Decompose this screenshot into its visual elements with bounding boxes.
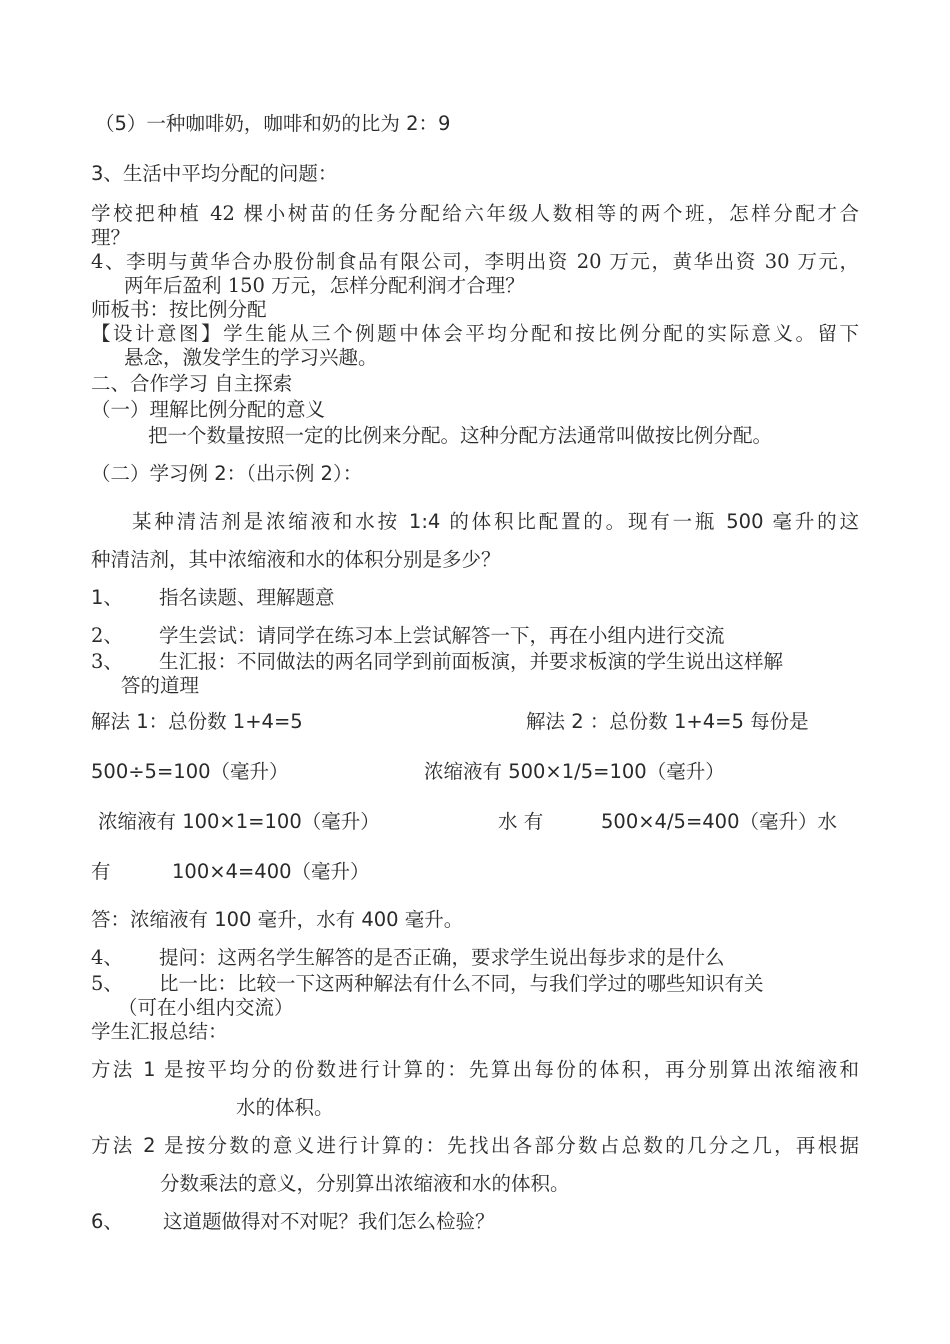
solution-2-line: 解法 2 ：总份数 1+4=5 每份是 [526,710,809,733]
solution-1-line: 浓缩液有 100×1=100（毫升） [98,810,380,833]
answer-line: 答：浓缩液有 100 毫升，水有 400 毫升。 [91,908,464,931]
text-line: 理？ [91,226,131,249]
list-number: 3、 [91,650,123,673]
text-line: （5）一种咖啡奶，咖啡和奶的比为 2：9 [95,112,451,135]
text-line: 【设计意图】学生能从三个例题中体会平均分配和按比例分配的实际意义。留下 [91,322,859,345]
subsection-heading: （一）理解比例分配的意义 [91,398,326,421]
solution-2-line: 水 有 [498,810,544,833]
solution-1-line: 500÷5=100（毫升） [91,760,289,783]
text-line: 种清洁剂，其中浓缩液和水的体积分别是多少？ [91,548,501,571]
list-text: 比一比：比较一下这两种解法有什么不同，与我们学过的哪些知识有关 [159,972,764,995]
list-item [91,624,859,648]
list-text: 指名读题、理解题意 [159,586,335,609]
text-line: 学校把种植 42 棵小树苗的任务分配给六年级人数相等的两个班，怎样分配才合 [91,202,859,225]
list-number: 2、 [91,624,123,647]
text-line: 水的体积。 [236,1096,334,1119]
list-text: 生汇报：不同做法的两名同学到前面板演，并要求板演的学生说出这样解 [159,650,784,673]
solution-1-line: 解法 1：总份数 1+4=5 [91,710,303,733]
list-item [91,972,859,996]
section-heading: 二、合作学习 自主探索 [91,372,293,395]
subsection-heading: （二）学习例 2：（出示例 2）： [91,462,363,485]
text-line: 答的道理 [121,674,200,697]
text-line: 悬念，激发学生的学习兴趣。 [124,346,378,369]
list-item [91,586,859,610]
list-text: 提问：这两名学生解答的是否正确，要求学生说出每步求的是什么 [159,946,725,969]
list-item [91,1210,859,1234]
text-line: 师板书：按比例分配 [91,298,267,321]
text-line: 方法 2 是按分数的意义进行计算的：先找出各部分数占总数的几分之几，再根据 [91,1134,859,1157]
text-line: （可在小组内交流） [118,996,294,1019]
list-number: 4、 [91,946,123,969]
solution-2-line: 有 [91,860,111,883]
text-line: 学生汇报总结： [91,1020,228,1043]
list-item [91,946,859,970]
text-line: 把一个数量按照一定的比例来分配。这种分配方法通常叫做按比例分配。 [148,424,773,447]
list-number: 5、 [91,972,123,995]
text-line: 4、李明与黄华合办股份制食品有限公司，李明出资 20 万元，黄华出资 30 万元， [91,250,859,273]
solution-2-line: 浓缩液有 500×1/5=100（毫升） [424,760,725,783]
solution-2-line: 500×4/5=400（毫升）水 [601,810,837,833]
section-heading: 3、生活中平均分配的问题： [91,162,338,185]
text-line: 分数乘法的意义，分别算出浓缩液和水的体积。 [160,1172,570,1195]
text-line: 某种清洁剂是浓缩液和水按 1:4 的体积比配置的。现有一瓶 500 毫升的这 [132,510,859,533]
list-number: 1、 [91,586,123,609]
text-line: 两年后盈利 150 万元，怎样分配利润才合理？ [124,274,525,297]
list-item [91,650,859,674]
list-text: 这道题做得对不对呢？我们怎么检验？ [163,1210,495,1233]
solution-1-line: 100×4=400（毫升） [172,860,370,883]
list-text: 学生尝试：请同学在练习本上尝试解答一下，再在小组内进行交流 [159,624,725,647]
list-number: 6、 [91,1210,123,1233]
text-line: 方法 1 是按平均分的份数进行计算的：先算出每份的体积，再分别算出浓缩液和 [91,1058,859,1081]
